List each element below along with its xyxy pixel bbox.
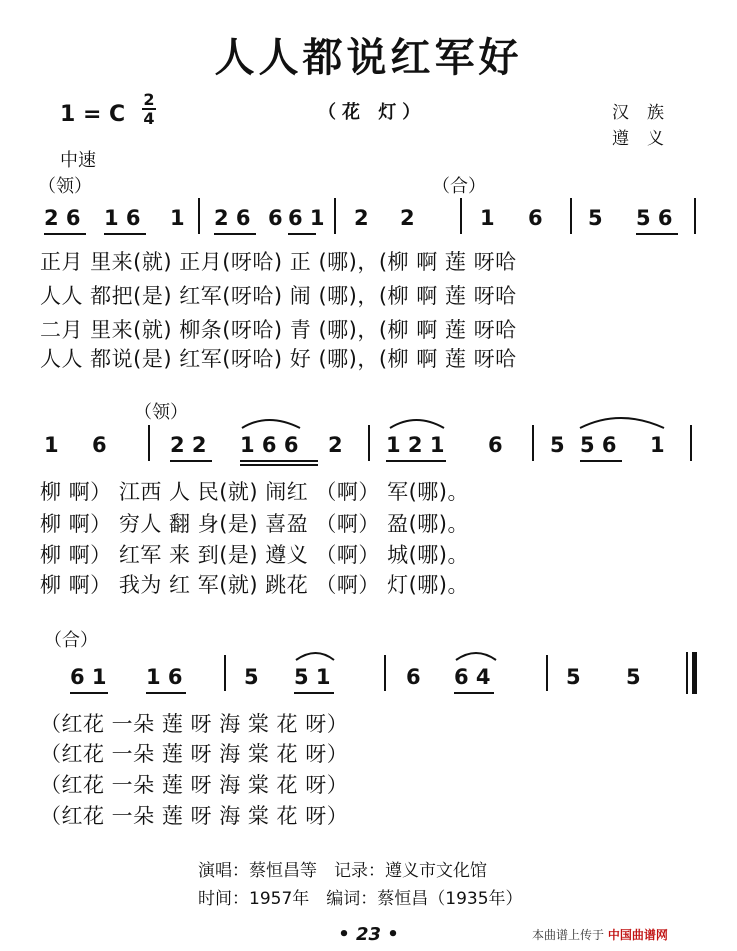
note-group: 2 2	[170, 433, 207, 457]
note-group: 1 6	[104, 206, 141, 230]
lyric-line: （红花 一朵 莲 呀 海 棠 花 呀）	[40, 773, 349, 797]
page-number: • 23 •	[338, 924, 399, 945]
region: 遵义	[612, 129, 682, 149]
lead-label: （领）	[134, 402, 188, 423]
credits-line: 演唱：蔡恒昌等 记录：遵义市文化馆	[198, 861, 487, 881]
note-group: 2	[400, 206, 415, 230]
note-group: 2 6	[44, 206, 81, 230]
lyric-line: （红花 一朵 莲 呀 海 棠 花 呀）	[40, 712, 349, 736]
note-group: 2	[328, 433, 343, 457]
lyric-line: 柳 啊） 穷人 翻 身(是) 喜盈 （啊） 盈(哪)。	[40, 512, 469, 536]
lyric-line: 柳 啊） 我为 红 军(就) 跳花 （啊） 灯(哪)。	[40, 573, 469, 597]
note-group: 1	[480, 206, 495, 230]
chorus-label: （合）	[44, 630, 98, 651]
note-group: 1 2 1	[386, 433, 445, 457]
key-signature: 1 = C	[60, 102, 126, 127]
watermark-site: 中国曲谱网	[607, 928, 668, 942]
note-group: 5 6	[636, 206, 673, 230]
note-group: 5	[244, 665, 259, 689]
note-group: 6 1	[70, 665, 107, 689]
lyric-line: （红花 一朵 莲 呀 海 棠 花 呀）	[40, 804, 349, 828]
lyric-line: 正月 里来(就) 正月(呀哈) 正 (哪)，(柳 啊 莲 呀哈	[40, 250, 517, 274]
chorus-label: （合）	[432, 176, 486, 197]
note-group: 6	[488, 433, 503, 457]
lead-label: （领）	[38, 176, 92, 197]
note-group: 6 4	[454, 665, 491, 689]
note-group: 1 6	[146, 665, 183, 689]
note-group: 6	[406, 665, 421, 689]
note-group: 5 6	[580, 433, 617, 457]
note-group: 6	[268, 206, 283, 230]
site-watermark	[532, 926, 668, 943]
note-group: 1	[44, 433, 59, 457]
lyric-line: 柳 啊） 红军 来 到(是) 遵义 （啊） 城(哪)。	[40, 543, 469, 567]
ethnic-group: 汉族	[612, 103, 682, 123]
lyric-line: 人人 都把(是) 红军(呀哈) 闹 (哪)，(柳 啊 莲 呀哈	[40, 284, 517, 308]
lyric-line: （红花 一朵 莲 呀 海 棠 花 呀）	[40, 742, 349, 766]
note-group: 1	[650, 433, 665, 457]
note-group: 1 6 6	[240, 433, 299, 457]
note-group: 6 1	[288, 206, 325, 230]
note-group: 6	[528, 206, 543, 230]
lyric-line: 柳 啊） 江西 人 民(就) 闹红 （啊） 军(哪)。	[40, 480, 469, 504]
watermark-prefix: 本曲谱上传于	[532, 928, 605, 942]
note-group: 6	[92, 433, 107, 457]
tempo-marking: 中速	[60, 150, 96, 171]
note-group: 2	[354, 206, 369, 230]
note-group: 2 6	[214, 206, 251, 230]
note-group: 5	[566, 665, 581, 689]
note-group: 5	[626, 665, 641, 689]
time-signature-top: 2	[143, 90, 155, 109]
note-group: 5 1	[294, 665, 331, 689]
song-title: 人人都说红军好	[214, 35, 523, 81]
credits-line: 时间：1957年 编词：蔡恒昌（1935年）	[198, 889, 523, 909]
lyric-line: 人人 都说(是) 红军(呀哈) 好 (哪)，(柳 啊 莲 呀哈	[40, 347, 517, 371]
note-group: 5	[550, 433, 565, 457]
note-group: 1	[170, 206, 185, 230]
subtitle: （花 灯）	[318, 102, 427, 123]
time-signature-bottom: 4	[143, 109, 155, 128]
note-group: 5	[588, 206, 603, 230]
lyric-line: 二月 里来(就) 柳条(呀哈) 青 (哪)，(柳 啊 莲 呀哈	[40, 318, 517, 342]
